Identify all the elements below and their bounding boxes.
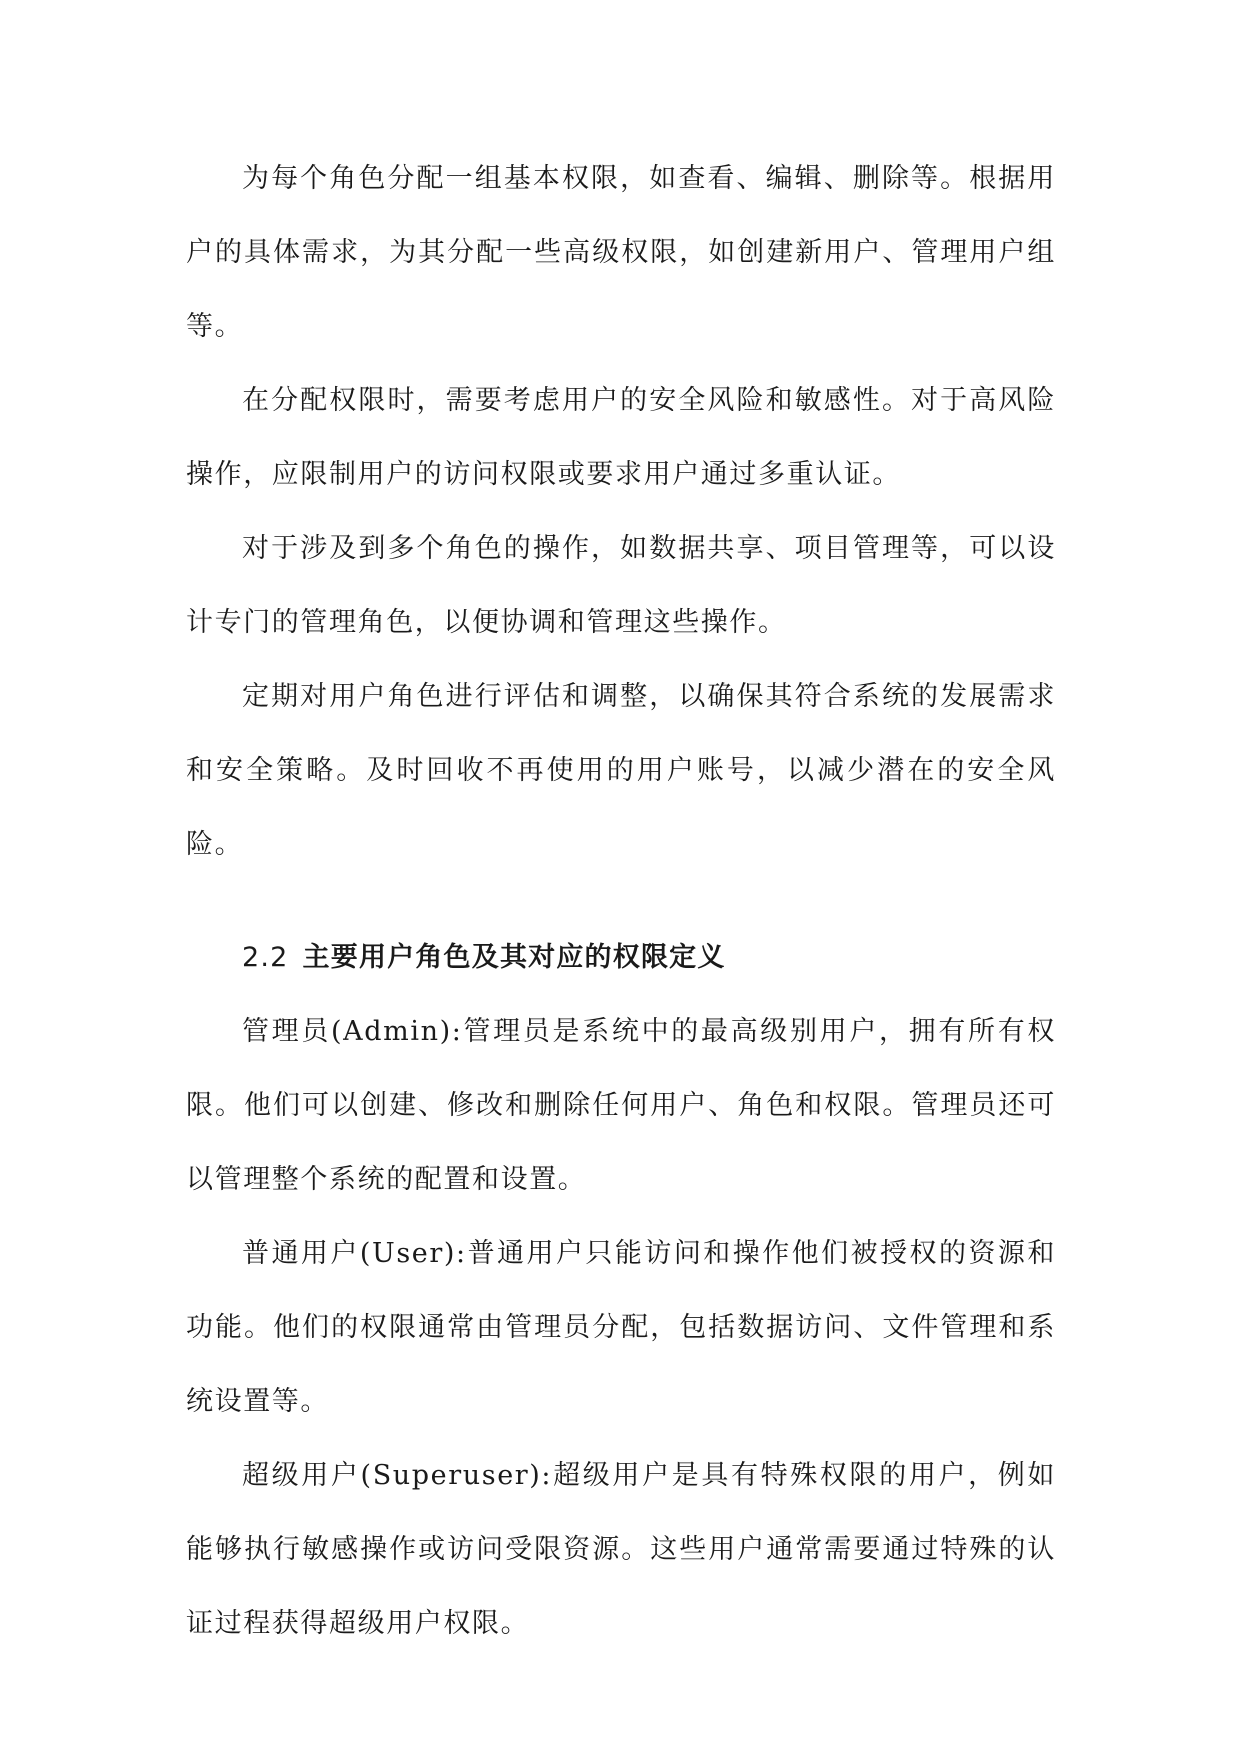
paragraph-security-risk: 在分配权限时，需要考虑用户的安全风险和敏感性。对于高风险操作，应限制用户的访问权限或要求用户通过多重认证。 [186, 385, 1056, 490]
paragraph-admin-role: 管理员(Admin):管理员是系统中的最高级别用户，拥有所有权限。他们可以创建、修改和删除任何用户、角色和权限。管理员还可以管理整个系统的配置和设置。 [186, 1016, 1056, 1195]
document-body [186, 142, 1056, 1661]
section-title: 主要用户角色及其对应的权限定义 [302, 942, 726, 973]
paragraph-user-role: 普通用户(User):普通用户只能访问和操作他们被授权的资源和功能。他们的权限通常由管理员分配，包括数据访问、文件管理和系统设置等。 [186, 1238, 1056, 1417]
section-heading [186, 921, 1056, 995]
paragraph-periodic-review: 定期对用户角色进行评估和调整，以确保其符合系统的发展需求和安全策略。及时回收不再使用的用户账号，以减少潜在的安全风险。 [186, 681, 1056, 860]
section-number: 2.2 [242, 942, 289, 973]
paragraph-basic-permissions: 为每个角色分配一组基本权限，如查看、编辑、删除等。根据用户的具体需求，为其分配一些高级权限，如创建新用户、管理用户组等。 [186, 163, 1056, 342]
paragraph-superuser-role: 超级用户(Superuser):超级用户是具有特殊权限的用户，例如能够执行敏感操作或访问受限资源。这些用户通常需要通过特殊的认证过程获得超级用户权限。 [186, 1460, 1056, 1639]
paragraph-management-role: 对于涉及到多个角色的操作，如数据共享、项目管理等，可以设计专门的管理角色，以便协调和管理这些操作。 [186, 533, 1056, 638]
